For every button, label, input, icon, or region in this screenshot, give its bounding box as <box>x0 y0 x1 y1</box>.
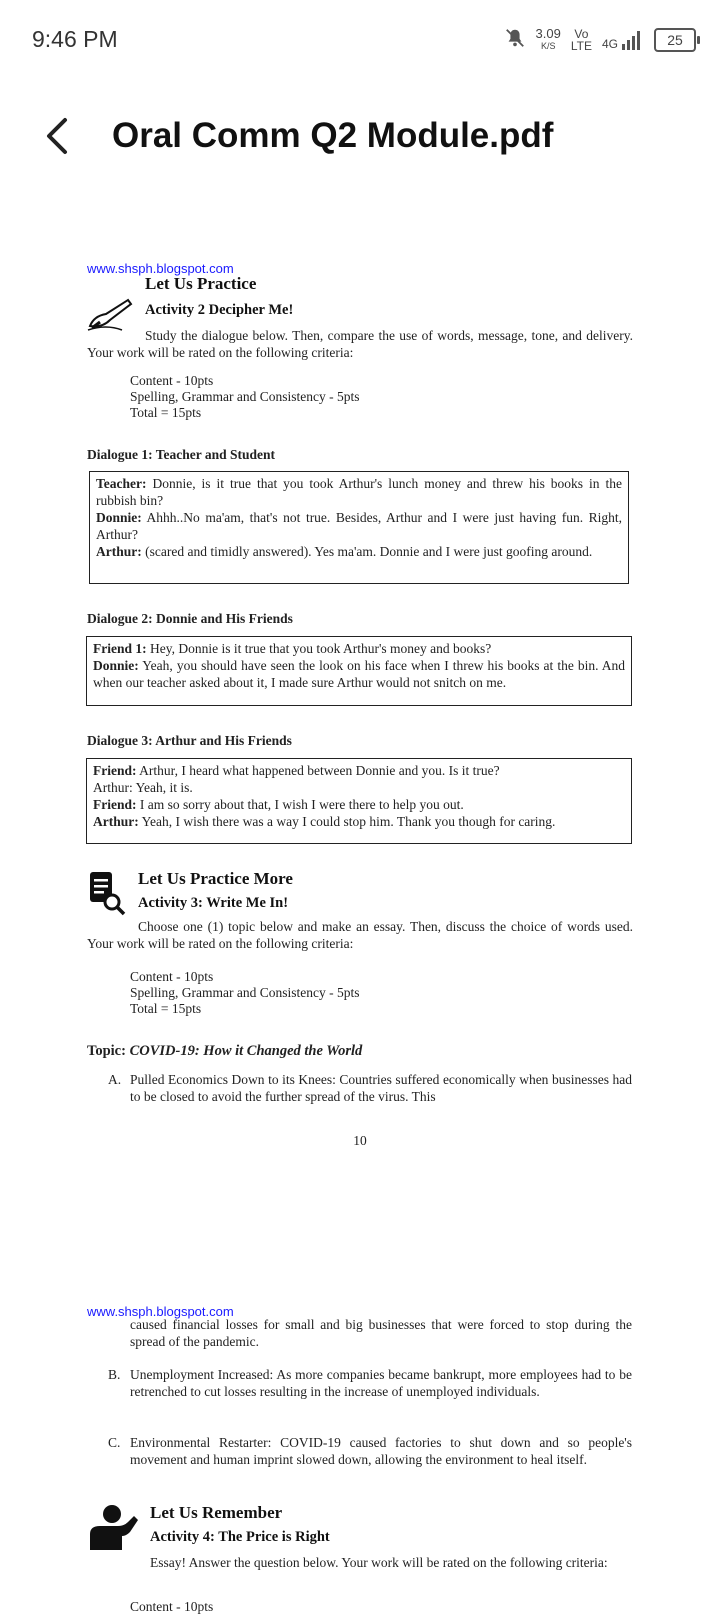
criteria-content: Content - 10pts <box>130 969 214 984</box>
battery-level: 25 <box>667 32 683 48</box>
document-title: Oral Comm Q2 Module.pdf <box>112 116 554 155</box>
activity-title: Activity 4: The Price is Right <box>150 1529 330 1545</box>
dialogue-line <box>96 509 622 543</box>
speaker: Donnie: <box>96 510 142 525</box>
topic-label: Topic: <box>87 1043 130 1059</box>
notebook-search-icon <box>88 870 126 916</box>
line-text: Arthur: Yeah, it is. <box>93 780 193 795</box>
line-text: (scared and timidly answered). Yes ma'am. Donnie and I were just goofing around. <box>141 544 593 559</box>
section-title: Let Us Remember <box>150 1503 283 1522</box>
line-text: Hey, Donnie is it true that you took Arthur's money and books? <box>146 641 492 656</box>
dialogue-line <box>96 475 622 509</box>
dialogue-title: Dialogue 2: Donnie and His Friends <box>87 611 293 626</box>
dialogue-line <box>93 657 625 691</box>
speaker: Friend: <box>93 797 137 812</box>
speed-value: 3.09 <box>535 26 561 41</box>
dialogue-line <box>96 543 622 560</box>
watermark-url: www.shsph.blogspot.com <box>87 1304 234 1319</box>
dialogue-box-1 <box>89 471 629 584</box>
speaker: Arthur: <box>96 544 142 559</box>
dialogue-line <box>93 762 625 779</box>
topic-title: COVID-19: How it Changed the World <box>129 1043 363 1059</box>
topic-heading <box>87 1043 362 1060</box>
volte-bottom: LTE <box>570 39 592 53</box>
activity-title: Activity 2 Decipher Me! <box>145 302 294 318</box>
line-text: I am so sorry about that, I wish I were there to help you out. <box>136 797 464 812</box>
instructions: Study the dialogue below. Then, compare the use of words, message, tone, and delivery. Your work will be rated on the following criteria: <box>87 328 633 360</box>
list-marker: B. <box>108 1367 121 1382</box>
speaker: Friend 1: <box>93 641 147 656</box>
instructions: Essay! Answer the question below. Your work will be rated on the following criteria: <box>150 1555 608 1570</box>
watermark-url: www.shsph.blogspot.com <box>87 261 234 276</box>
dialogue-box-2 <box>86 636 632 706</box>
line-text: Ahhh..No ma'am, that's not true. Besides, Arthur and I were just having fun. Right, Arthur? <box>96 510 622 542</box>
criteria-content: Content - 10pts <box>130 373 214 388</box>
criteria-content: Content - 10pts <box>130 1599 214 1614</box>
dialogue-title: Dialogue 3: Arthur and His Friends <box>87 733 292 748</box>
criteria-total: Total = 15pts <box>130 405 202 420</box>
dialogue-box-3 <box>86 758 632 844</box>
section-title: Let Us Practice More <box>138 869 293 888</box>
list-item-a-continued: caused financial losses for small and big businesses that were forced to stop during the spread of the pandemic. <box>130 1317 632 1349</box>
line-text: Yeah, you should have seen the look on his face when I threw his books at the bin. And when our teacher asked about it, I made sure Arthur would not snitch on me. <box>93 658 625 690</box>
speed-unit: K/S <box>540 41 556 51</box>
volte-top: Vo <box>574 27 589 41</box>
line-text: Arthur, I heard what happened between Donnie and you. Is it true? <box>136 763 500 778</box>
list-item-a: Pulled Economics Down to its Knees: Countries suffered economically when businesses had to be closed to avoid the further spread of the virus. This <box>130 1072 632 1104</box>
line-text: Yeah, I wish there was a way I could stop him. Thank you though for caring. <box>138 814 556 829</box>
speaker: Donnie: <box>93 658 139 673</box>
criteria-spelling: Spelling, Grammar and Consistency - 5pts <box>130 985 360 1000</box>
network-type: 4G <box>601 37 618 51</box>
list-marker: A. <box>108 1072 122 1087</box>
page-number: 10 <box>353 1133 367 1148</box>
speaker: Friend: <box>93 763 137 778</box>
activity-title: Activity 3: Write Me In! <box>138 895 289 911</box>
line-text: Donnie, is it true that you took Arthur's lunch money and threw his books in the rubbish bin? <box>96 476 622 508</box>
status-time: 9:46 PM <box>32 26 118 52</box>
speaker: Teacher: <box>96 476 147 491</box>
instructions: Choose one (1) topic below and make an essay. Then, discuss the choice of words used. Your work will be rated on the following criteria: <box>87 919 633 951</box>
person-thinking-icon <box>86 1504 140 1550</box>
dialogue-line <box>93 813 625 830</box>
dialogue-title: Dialogue 1: Teacher and Student <box>87 447 276 462</box>
section-title: Let Us Practice <box>145 274 257 293</box>
list-item-c: Environmental Restarter: COVID-19 caused factories to shut down and so people's movement and human imprint slowed down, allowing the environment to heal itself. <box>130 1435 632 1467</box>
criteria-spelling: Spelling, Grammar and Consistency - 5pts <box>130 389 360 404</box>
pdf-page-11[interactable] <box>0 1160 720 1612</box>
list-marker: C. <box>108 1435 121 1450</box>
dialogue-line <box>93 640 625 657</box>
speaker: Arthur: <box>93 814 139 829</box>
criteria-total: Total = 15pts <box>130 1001 202 1016</box>
dialogue-line <box>93 779 625 796</box>
list-item-b: Unemployment Increased: As more companies became bankrupt, more employees had to be retrenched to cut losses resulting in the increase of unemployed individuals. <box>130 1367 632 1399</box>
dialogue-line <box>93 796 625 813</box>
